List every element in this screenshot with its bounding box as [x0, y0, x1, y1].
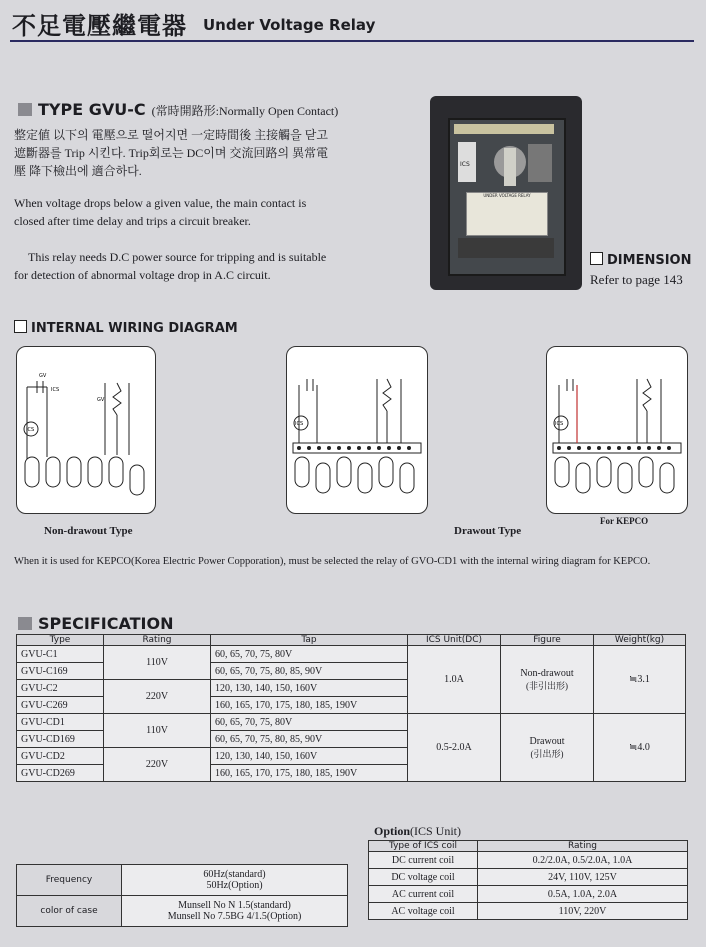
color-values: Munsell No N 1.5(standard) Munsell No 7.5BG 4/1.5(Option): [122, 896, 348, 927]
d-ics-label: ICS: [295, 421, 304, 427]
table-row: [17, 896, 348, 927]
type-cell: GVU-C1: [17, 646, 104, 663]
tap-cell: 160, 165, 170, 175, 180, 185, 190V: [211, 697, 408, 714]
spec-col-weight: Weight(kg): [594, 635, 686, 646]
photo-ics-label: ICS: [460, 161, 470, 168]
checkbox-marker-icon: [14, 320, 27, 333]
header-rule: [10, 40, 694, 42]
tap-cell: 60, 65, 70, 75, 80, 85, 90V: [211, 663, 408, 680]
kepco-circuit-graphic: [547, 347, 687, 513]
wiring-diagram-drawout: [286, 346, 428, 514]
rating-cell: 220V: [104, 680, 211, 714]
table-row: DC voltage coil 24V, 110V, 125V: [369, 869, 688, 886]
spec-col-type: Type: [17, 635, 104, 646]
rating-cell: 110V: [104, 714, 211, 748]
type-cell: GVU-CD1: [17, 714, 104, 731]
spec-heading: SPECIFICATION: [18, 614, 174, 633]
drawout-circuit-graphic: [287, 347, 427, 513]
caption-kepco: For KEPCO: [600, 516, 649, 526]
type-cell: GVU-CD2: [17, 748, 104, 765]
type-name: TYPE GVU-C: [38, 100, 146, 119]
relay-nameplate: UNDER VOLTAGE RELAY: [466, 192, 548, 236]
option-header-row: [369, 841, 688, 852]
frequency-label: Frequency: [17, 865, 122, 896]
type-cell: GVU-C169: [17, 663, 104, 680]
spec-col-ics: ICS Unit(DC): [408, 635, 501, 646]
weight-cell: ≒4.0: [594, 714, 686, 782]
kepco-note: When it is used for KEPCO(Korea Electric Power Copporation), must be selected the relay of GVO-CD1 with the internal wiring diagram for KEPCO.: [14, 556, 651, 567]
nd-gv-label: GV: [39, 373, 47, 379]
table-row: [17, 714, 686, 731]
color-label: color of case: [17, 896, 122, 927]
type-cell: GVU-C269: [17, 697, 104, 714]
type-cell: GVU-C2: [17, 680, 104, 697]
option-heading: Option(ICS Unit): [374, 824, 462, 838]
rating-cell: 110V: [104, 646, 211, 680]
table-row: [17, 646, 686, 663]
type-subtitle: (常時開路形:Normally Open Contact): [151, 104, 339, 118]
spec-col-figure: Figure: [501, 635, 594, 646]
tap-cell: 60, 65, 70, 75, 80, 85, 90V: [211, 731, 408, 748]
frequency-color-table: [16, 864, 348, 927]
description-english-2: This relay needs D.C power source for tripping and is suitable for detection of abnormal voltage drop in A.C circuit.: [14, 250, 327, 282]
k-ics-label: ICS: [555, 421, 564, 427]
section-marker-icon: [18, 103, 32, 116]
option-col-rating: Rating: [478, 841, 688, 852]
ics-cell: 1.0A: [408, 646, 501, 714]
spec-header-row: [17, 635, 686, 646]
tap-cell: 120, 130, 140, 150, 160V: [211, 748, 408, 765]
wiring-heading: INTERNAL WIRING DIAGRAM: [14, 320, 238, 336]
table-row: AC voltage coil 110V, 220V: [369, 903, 688, 920]
type-cell: GVU-CD169: [17, 731, 104, 748]
nd-ics-coil-label: ICS: [26, 427, 35, 433]
page-title-english: Under Voltage Relay: [203, 16, 376, 34]
weight-cell: ≒3.1: [594, 646, 686, 714]
type-cell: GVU-CD269: [17, 765, 104, 782]
tap-cell: 60, 65, 70, 75, 80V: [211, 714, 408, 731]
dimension-heading: DIMENSION: [590, 252, 691, 268]
dimension-reference: Refer to page 143: [590, 272, 683, 287]
page-title-korean: 不足電壓繼電器: [12, 12, 187, 40]
wiring-diagram-nondrawout: [16, 346, 156, 514]
table-row: AC current coil 0.5A, 1.0A, 2.0A: [369, 886, 688, 903]
ics-cell: 0.5-2.0A: [408, 714, 501, 782]
figure-cell: Non-drawout (非引出形): [501, 646, 594, 714]
tap-cell: 60, 65, 70, 75, 80V: [211, 646, 408, 663]
figure-cell: Drawout (引出形): [501, 714, 594, 782]
section-marker-icon: [18, 617, 32, 630]
spec-col-rating: Rating: [104, 635, 211, 646]
nd-ics-label: ICS: [51, 387, 60, 393]
nondrawout-circuit-graphic: [17, 347, 155, 513]
tap-cell: 160, 165, 170, 175, 180, 185, 190V: [211, 765, 408, 782]
caption-nondrawout: Non-drawout Type: [44, 525, 133, 537]
option-col-type: Type of ICS coil: [369, 841, 478, 852]
type-heading: [18, 100, 338, 119]
description-korean: 整定値 以下의 電壓으로 떨어지면 一定時間後 主接觸을 닫고 遮斷器를 Trip 시킨다. Trip회로는 DC이며 交流回路의 異常電壓 降下檢出에 適合하다.: [14, 128, 329, 178]
table-row: DC current coil 0.2/2.0A, 0.5/2.0A, 1.0A: [369, 852, 688, 869]
tap-cell: 120, 130, 140, 150, 160V: [211, 680, 408, 697]
wiring-diagram-kepco: [546, 346, 688, 514]
caption-drawout: Drawout Type: [454, 525, 522, 537]
description-english-1: When voltage drops below a given value, the main contact is closed after time delay and trips a circuit breaker.: [14, 196, 307, 228]
nd-gv-coil-label: GV: [97, 397, 105, 403]
rating-cell: 220V: [104, 748, 211, 782]
frequency-values: 60Hz(standard) 50Hz(Option): [122, 865, 348, 896]
spec-table: [16, 634, 686, 782]
option-table: [368, 840, 688, 920]
spec-col-tap: Tap: [211, 635, 408, 646]
checkbox-marker-icon: [590, 252, 603, 265]
table-row: [17, 865, 348, 896]
